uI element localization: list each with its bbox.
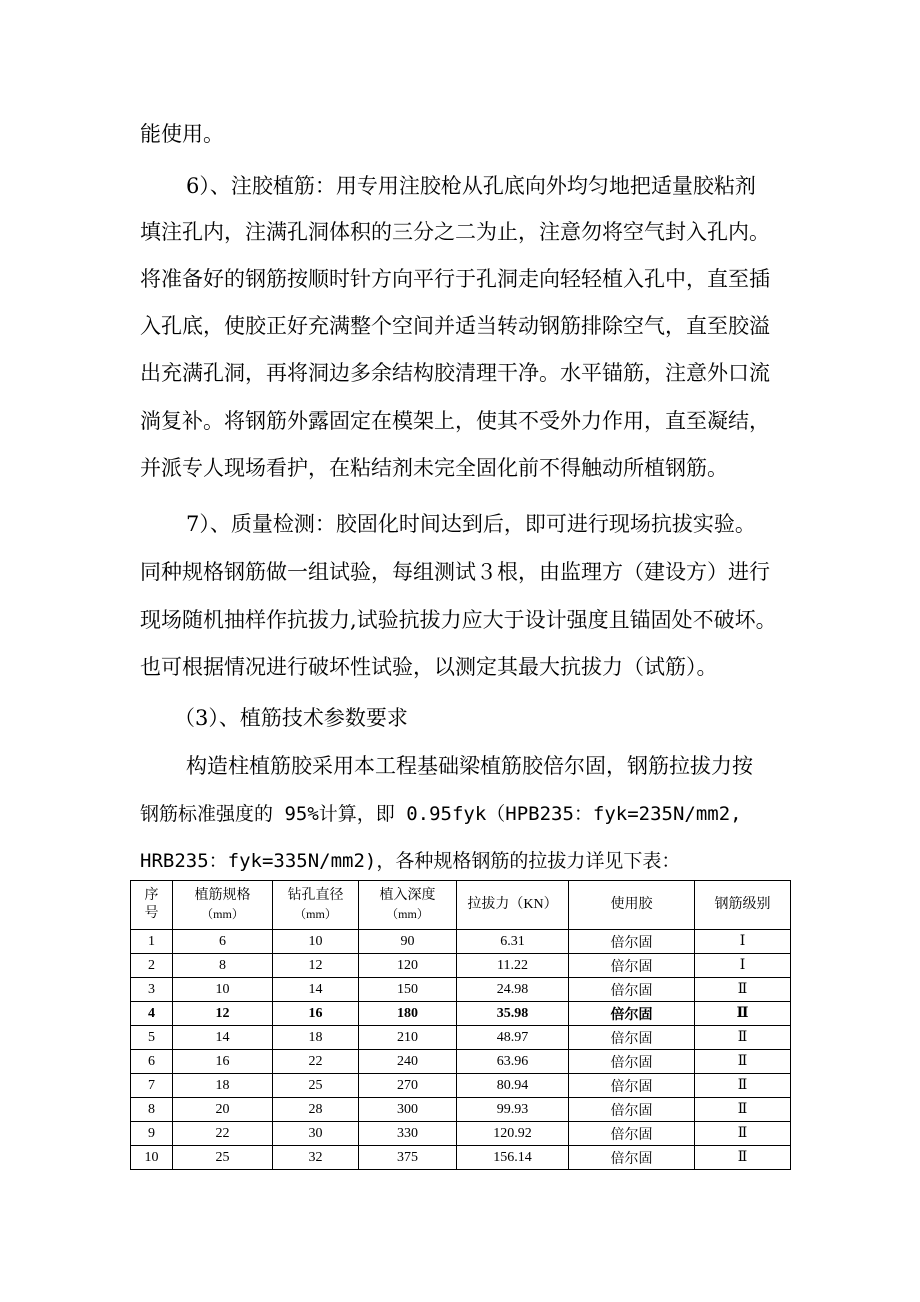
paragraph-line: 现场随机抽样作抗拔力,试验抗拔力应大于设计强度且锚固处不破坏。 — [140, 608, 777, 632]
cell-embed-depth: 270 — [359, 1074, 457, 1098]
cell-hole-diameter: 16 — [273, 1002, 359, 1026]
cell-rebar-size: 20 — [173, 1098, 273, 1122]
cell-adhesive: 倍尔固 — [569, 1122, 695, 1146]
cell-index: 6 — [131, 1050, 173, 1074]
cell-embed-depth: 180 — [359, 1002, 457, 1026]
cell-pullout-force: 6.31 — [457, 930, 569, 954]
table-row — [131, 978, 791, 1002]
cell-steel-grade: Ⅱ — [695, 1050, 791, 1074]
cell-index: 10 — [131, 1146, 173, 1170]
table-row — [131, 1098, 791, 1122]
rebar-parameter-table — [130, 880, 791, 1170]
cell-hole-diameter: 25 — [273, 1074, 359, 1098]
header-rebar-size: 植筋规格 （mm） — [173, 881, 273, 930]
cell-index: 7 — [131, 1074, 173, 1098]
cell-steel-grade: Ⅱ — [695, 1122, 791, 1146]
table-row — [131, 1026, 791, 1050]
header-hole-diameter: 钻孔直径 （mm） — [273, 881, 359, 930]
cell-rebar-size: 6 — [173, 930, 273, 954]
table-row — [131, 1074, 791, 1098]
paragraph-line: 将准备好的钢筋按顺时针方向平行于孔洞走向轻轻植入孔中，直至插 — [140, 267, 770, 291]
cell-steel-grade: Ⅱ — [695, 978, 791, 1002]
cell-hole-diameter: 12 — [273, 954, 359, 978]
cell-pullout-force: 80.94 — [457, 1074, 569, 1098]
paragraph-line: 淌复补。将钢筋外露固定在模架上，使其不受外力作用，直至凝结， — [140, 409, 770, 433]
cell-steel-grade: Ⅱ — [695, 1074, 791, 1098]
cell-rebar-size: 8 — [173, 954, 273, 978]
cell-pullout-force: 63.96 — [457, 1050, 569, 1074]
paragraph-line: 出充满孔洞，再将洞边多余结构胶清理干净。水平锚筋，注意外口流 — [140, 361, 770, 385]
cell-embed-depth: 120 — [359, 954, 457, 978]
cell-rebar-size: 16 — [173, 1050, 273, 1074]
cell-pullout-force: 24.98 — [457, 978, 569, 1002]
cell-index: 8 — [131, 1098, 173, 1122]
cell-adhesive: 倍尔固 — [569, 1050, 695, 1074]
cell-index: 1 — [131, 930, 173, 954]
cell-embed-depth: 90 — [359, 930, 457, 954]
cell-rebar-size: 18 — [173, 1074, 273, 1098]
cell-pullout-force: 11.22 — [457, 954, 569, 978]
cell-adhesive: 倍尔固 — [569, 954, 695, 978]
step-6-heading-line: 6）、注胶植筋：用专用注胶枪从孔底向外均匀地把适量胶粘剂 — [186, 174, 756, 198]
cell-hole-diameter: 18 — [273, 1026, 359, 1050]
cell-rebar-size: 10 — [173, 978, 273, 1002]
cell-adhesive: 倍尔固 — [569, 978, 695, 1002]
cell-adhesive: 倍尔固 — [569, 1026, 695, 1050]
table-row — [131, 954, 791, 978]
table-row — [131, 1050, 791, 1074]
cell-index: 4 — [131, 1002, 173, 1026]
cell-steel-grade: Ⅱ — [695, 1146, 791, 1170]
cell-steel-grade: Ⅱ — [695, 1098, 791, 1122]
table-row — [131, 930, 791, 954]
cell-embed-depth: 240 — [359, 1050, 457, 1074]
cell-pullout-force: 120.92 — [457, 1122, 569, 1146]
cell-index: 3 — [131, 978, 173, 1002]
cell-steel-grade: Ⅱ — [695, 1026, 791, 1050]
cell-hole-diameter: 32 — [273, 1146, 359, 1170]
cell-embed-depth: 150 — [359, 978, 457, 1002]
cell-adhesive: 倍尔固 — [569, 1074, 695, 1098]
paragraph-line: HRB235：fyk=335N/mm2)，各种规格钢筋的拉拔力详见下表： — [140, 850, 681, 872]
paragraph-line: 入孔底，使胶正好充满整个空间并适当转动钢筋排除空气，直至胶溢 — [140, 314, 770, 338]
paragraph-line: 构造柱植筋胶采用本工程基础梁植筋胶倍尔固，钢筋拉拔力按 — [186, 754, 753, 778]
paragraph-line: 同种规格钢筋做一组试验，每组测试３根，由监理方（建设方）进行 — [140, 560, 770, 584]
table-row — [131, 1146, 791, 1170]
table-header-row — [131, 881, 791, 930]
table-row — [131, 1122, 791, 1146]
cell-hole-diameter: 30 — [273, 1122, 359, 1146]
cell-index: 5 — [131, 1026, 173, 1050]
paragraph-line: 钢筋标准强度的 95%计算，即 0.95fyk（HPB235：fyk=235N/mm2, — [140, 803, 742, 825]
section-3-heading: （3）、植筋技术参数要求 — [174, 706, 408, 730]
header-embed-depth: 植入深度 （mm） — [359, 881, 457, 930]
header-index: 序 号 — [131, 881, 173, 930]
cell-steel-grade: Ⅰ — [695, 954, 791, 978]
paragraph-line: 并派专人现场看护，在粘结剂未完全固化前不得触动所植钢筋。 — [140, 456, 728, 480]
cell-hole-diameter: 14 — [273, 978, 359, 1002]
header-pullout-force: 拉拔力（KN） — [457, 881, 569, 930]
cell-pullout-force: 156.14 — [457, 1146, 569, 1170]
cell-steel-grade: Ⅰ — [695, 930, 791, 954]
cell-hole-diameter: 10 — [273, 930, 359, 954]
step-7-heading-line: 7）、质量检测：胶固化时间达到后，即可进行现场抗拔实验。 — [186, 512, 756, 536]
cell-adhesive: 倍尔固 — [569, 930, 695, 954]
cell-embed-depth: 210 — [359, 1026, 457, 1050]
cell-rebar-size: 22 — [173, 1122, 273, 1146]
paragraph-line: 填注孔内，注满孔洞体积的三分之二为止，注意勿将空气封入孔内。 — [140, 220, 770, 244]
header-adhesive: 使用胶 — [569, 881, 695, 930]
cell-steel-grade: Ⅱ — [695, 1002, 791, 1026]
cell-index: 2 — [131, 954, 173, 978]
cell-index: 9 — [131, 1122, 173, 1146]
cell-rebar-size: 14 — [173, 1026, 273, 1050]
cell-pullout-force: 99.93 — [457, 1098, 569, 1122]
cell-embed-depth: 375 — [359, 1146, 457, 1170]
cell-hole-diameter: 22 — [273, 1050, 359, 1074]
cell-adhesive: 倍尔固 — [569, 1002, 695, 1026]
cell-pullout-force: 48.97 — [457, 1026, 569, 1050]
paragraph-line: 能使用。 — [140, 122, 224, 146]
paragraph-line: 也可根据情况进行破坏性试验，以测定其最大抗拔力（试筋）。 — [140, 655, 718, 679]
cell-adhesive: 倍尔固 — [569, 1098, 695, 1122]
cell-embed-depth: 330 — [359, 1122, 457, 1146]
cell-rebar-size: 25 — [173, 1146, 273, 1170]
cell-hole-diameter: 28 — [273, 1098, 359, 1122]
cell-adhesive: 倍尔固 — [569, 1146, 695, 1170]
cell-rebar-size: 12 — [173, 1002, 273, 1026]
cell-pullout-force: 35.98 — [457, 1002, 569, 1026]
header-steel-grade: 钢筋级别 — [695, 881, 791, 930]
table-row-highlighted — [131, 1002, 791, 1026]
cell-embed-depth: 300 — [359, 1098, 457, 1122]
